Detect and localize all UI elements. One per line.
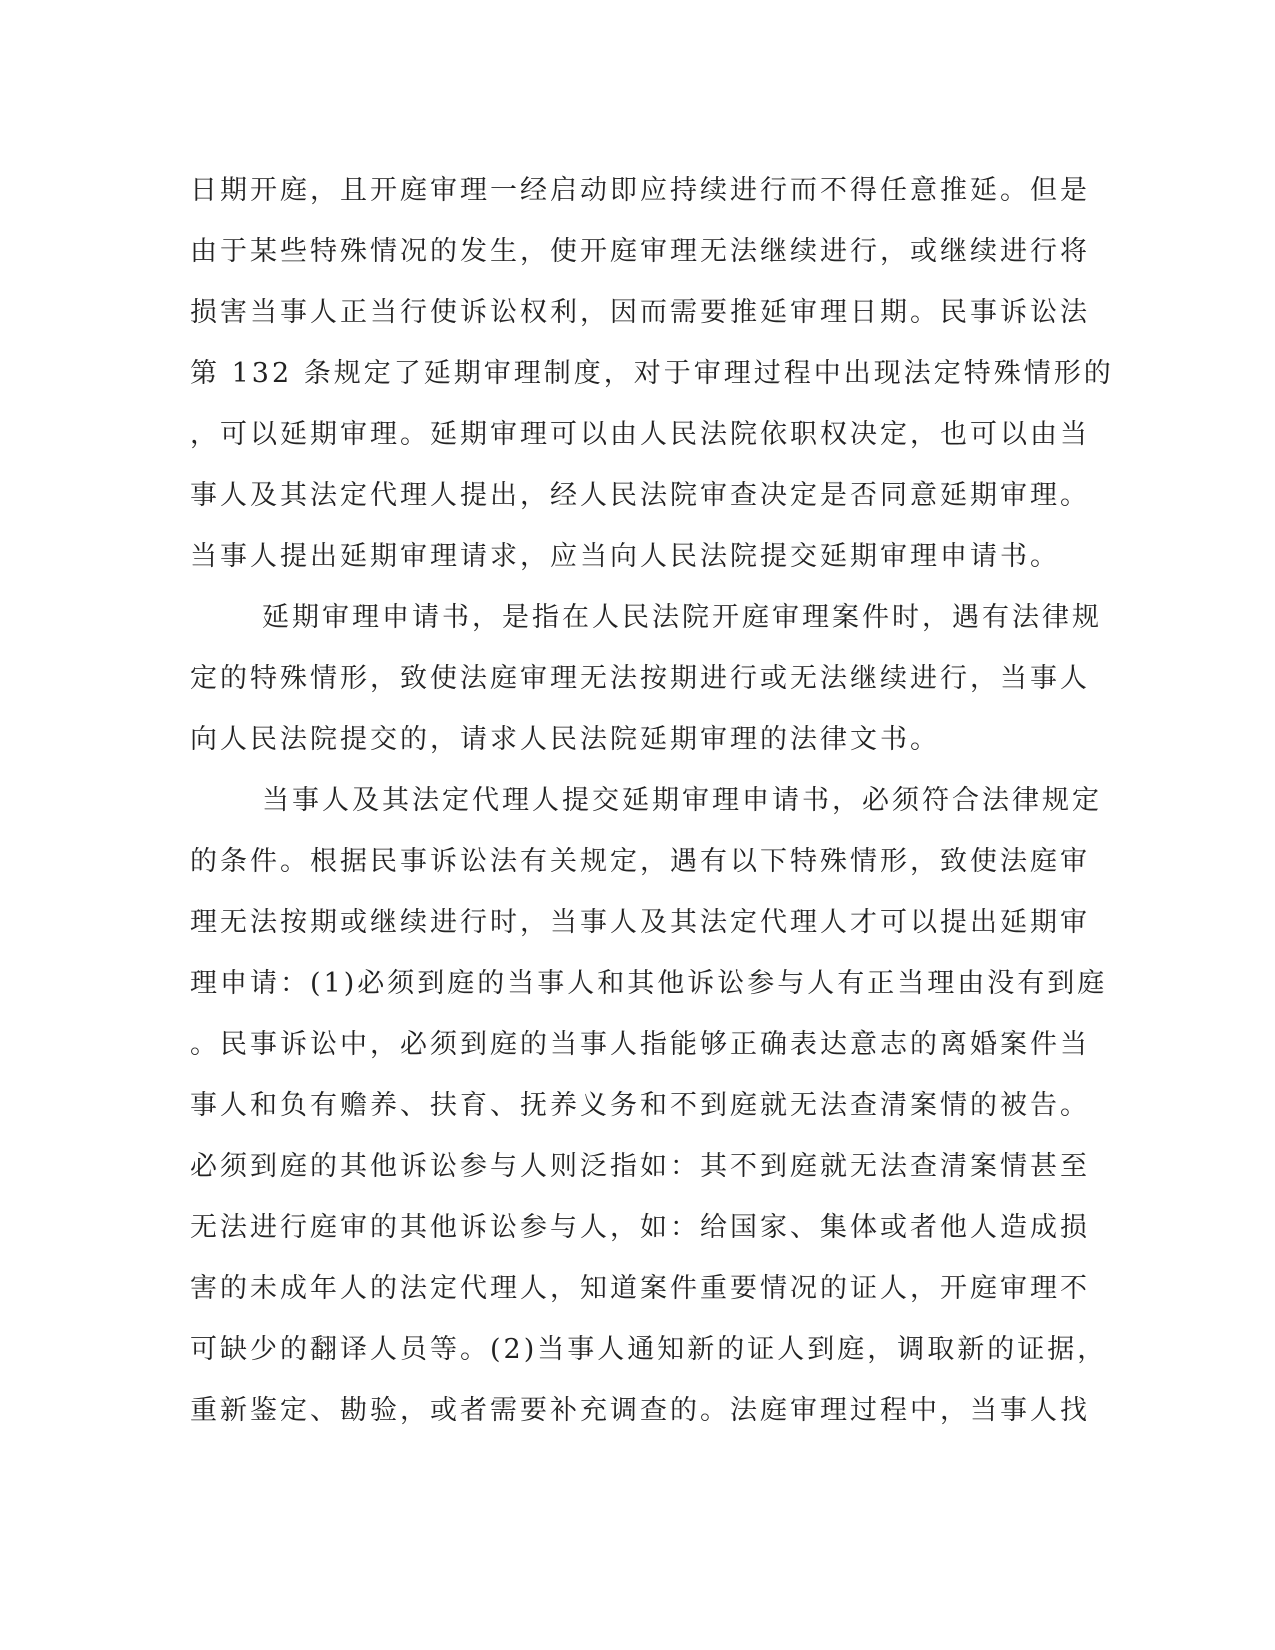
text-line: 无法进行庭审的其他诉讼参与人，如：给国家、集体或者他人造成损 xyxy=(190,1212,1090,1243)
text-line: 理无法按期或继续进行时，当事人及其法定代理人才可以提出延期审 xyxy=(190,907,1090,938)
text-line: 重新鉴定、勘验，或者需要补充调查的。法庭审理过程中，当事人找 xyxy=(190,1395,1090,1426)
text-line: 向人民法院提交的，请求人民法院延期审理的法律文书。 xyxy=(190,724,940,755)
text-line: 由于某些特殊情况的发生，使开庭审理无法继续进行，或继续进行将 xyxy=(190,236,1090,267)
text-line: 。民事诉讼中，必须到庭的当事人指能够正确表达意志的离婚案件当 xyxy=(190,1029,1090,1060)
text-line: 害的未成年人的法定代理人，知道案件重要情况的证人，开庭审理不 xyxy=(190,1273,1090,1304)
text-line: 当事人提出延期审理请求，应当向人民法院提交延期审理申请书。 xyxy=(190,541,1060,572)
paragraph-first-line: 当事人及其法定代理人提交延期审理申请书，必须符合法律规定 xyxy=(262,785,1102,816)
body-text xyxy=(190,160,1114,1441)
text-line: 定的特殊情形，致使法庭审理无法按期进行或无法继续进行，当事人 xyxy=(190,663,1090,694)
paragraph-first-line: 延期审理申请书，是指在人民法院开庭审理案件时，遇有法律规 xyxy=(262,602,1102,633)
text-line: 可缺少的翻译人员等。(2)当事人通知新的证人到庭，调取新的证据， xyxy=(190,1334,1108,1365)
text-line: 事人和负有赡养、扶育、抚养义务和不到庭就无法查清案情的被告。 xyxy=(190,1090,1090,1121)
text-line: 必须到庭的其他诉讼参与人则泛指如：其不到庭就无法查清案情甚至 xyxy=(190,1151,1090,1182)
text-line: 损害当事人正当行使诉讼权利，因而需要推延审理日期。民事诉讼法 xyxy=(190,297,1090,328)
text-line: 的条件。根据民事诉讼法有关规定，遇有以下特殊情形，致使法庭审 xyxy=(190,846,1090,877)
text-line: 第 132 条规定了延期审理制度，对于审理过程中出现法定特殊情形的 xyxy=(190,358,1114,389)
text-line: 事人及其法定代理人提出，经人民法院审查决定是否同意延期审理。 xyxy=(190,480,1090,511)
text-line: 日期开庭，且开庭审理一经启动即应持续进行而不得任意推延。但是 xyxy=(190,175,1090,206)
text-line: 理申请：(1)必须到庭的当事人和其他诉讼参与人有正当理由没有到庭 xyxy=(190,968,1108,999)
text-line: ，可以延期审理。延期审理可以由人民法院依职权决定，也可以由当 xyxy=(190,419,1090,450)
